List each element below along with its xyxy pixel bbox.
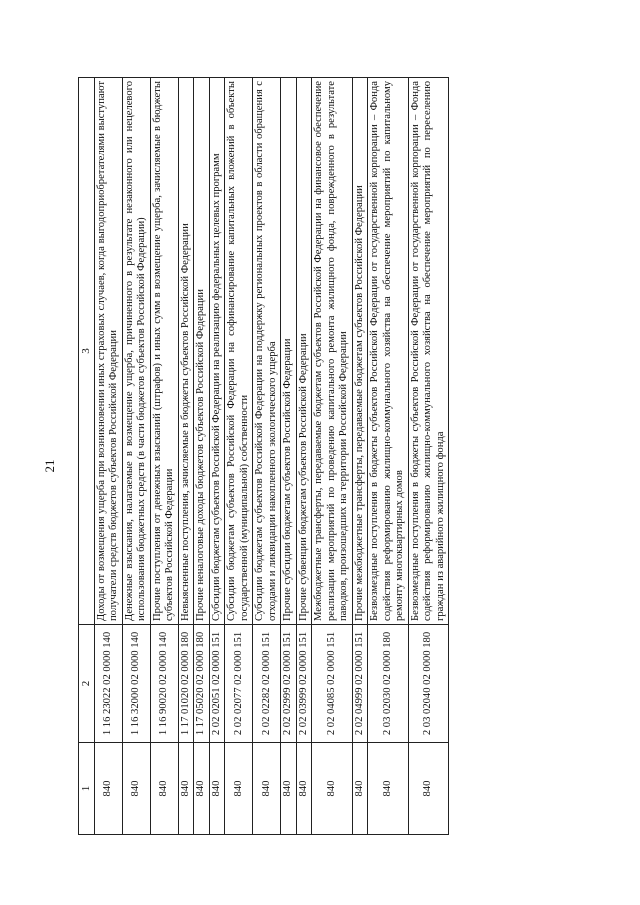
admin-code-cell: 840 bbox=[253, 743, 281, 835]
table-row bbox=[281, 78, 297, 835]
table-row bbox=[312, 78, 353, 835]
admin-code-cell: 840 bbox=[194, 743, 210, 835]
table-header-row bbox=[79, 78, 95, 835]
table-row bbox=[150, 78, 178, 835]
revenue-code-cell: 2 02 04085 02 0000 151 bbox=[312, 625, 353, 743]
description-cell: Невыясненные поступления, зачисляемые в бюджеты субъектов Российской Федерации bbox=[178, 78, 194, 625]
revenue-code-cell: 1 16 90020 02 0000 140 bbox=[150, 625, 178, 743]
admin-code-cell: 840 bbox=[312, 743, 353, 835]
description-cell: Прочие поступления от денежных взысканий (штрафов) и иных сумм в возмещение ущерба, зачисляемые в бюджеты субъектов Российской Федерации bbox=[150, 78, 178, 625]
description-cell: Безвозмездные поступления в бюджеты субъектов Российской Федерации от государственной корпорации – Фонда содействия реформированию жилищно-коммунального хозяйства на обеспечение мероприятий по переселению граждан из аварийного жилищного фонда bbox=[408, 78, 449, 625]
description-cell: Безвозмездные поступления в бюджеты субъектов Российской Федерации от государственной корпорации – Фонда содействия реформированию жилищно-коммунального хозяйства на обеспечение мероприятий по капитальному ремонту многоквартирных домов bbox=[368, 78, 409, 625]
rotated-page-area bbox=[78, 78, 528, 835]
table-row bbox=[209, 78, 225, 835]
admin-code-cell: 840 bbox=[368, 743, 409, 835]
admin-code-cell: 840 bbox=[352, 743, 368, 835]
revenue-code-cell: 1 17 01020 02 0000 180 bbox=[178, 625, 194, 743]
description-cell: Субсидии бюджетам субъектов Российской Федерации на поддержку региональных проектов в области обращения с отходами и ликвидации накопленного экологического ущерба bbox=[253, 78, 281, 625]
table-row bbox=[253, 78, 281, 835]
revenue-code-cell: 1 16 32000 02 0000 140 bbox=[122, 625, 150, 743]
description-cell: Доходы от возмещения ущерба при возникновении иных страховых случаев, когда выгодоприобретателями выступают получатели средств бюджетов субъектов Российской Федерации bbox=[94, 78, 122, 625]
revenue-code-cell: 1 16 23022 02 0000 140 bbox=[94, 625, 122, 743]
revenue-codes-table bbox=[78, 77, 449, 835]
header-col-3: 3 bbox=[79, 78, 95, 625]
description-cell: Субсидии бюджетам субъектов Российской Федерации на софинансирование капитальных вложений в объекты государственной (муниципальной) собственности bbox=[225, 78, 253, 625]
admin-code-cell: 840 bbox=[178, 743, 194, 835]
revenue-code-cell: 1 17 05020 02 0000 180 bbox=[194, 625, 210, 743]
revenue-code-cell: 2 02 02999 02 0000 151 bbox=[281, 625, 297, 743]
admin-code-cell: 840 bbox=[281, 743, 297, 835]
table-row bbox=[178, 78, 194, 835]
description-cell: Прочие межбюджетные трансферты, передаваемые бюджетам субъектов Российской Федерации bbox=[352, 78, 368, 625]
admin-code-cell: 840 bbox=[296, 743, 312, 835]
header-col-1: 1 bbox=[79, 743, 95, 835]
table-row bbox=[122, 78, 150, 835]
rotated-table-container bbox=[78, 78, 528, 835]
description-cell: Прочие субсидии бюджетам субъектов Российской Федерации bbox=[281, 78, 297, 625]
description-cell: Денежные взыскания, налагаемые в возмещение ущерба, причиненного в результате незаконного или нецелевого использования бюджетных средств (в части бюджетов субъектов Российской Федерации) bbox=[122, 78, 150, 625]
table-row bbox=[352, 78, 368, 835]
admin-code-cell: 840 bbox=[408, 743, 449, 835]
description-cell: Прочие неналоговые доходы бюджетов субъектов Российской Федерации bbox=[194, 78, 210, 625]
admin-code-cell: 840 bbox=[209, 743, 225, 835]
admin-code-cell: 840 bbox=[150, 743, 178, 835]
admin-code-cell: 840 bbox=[122, 743, 150, 835]
table-row bbox=[225, 78, 253, 835]
table-row bbox=[94, 78, 122, 835]
table-row bbox=[368, 78, 409, 835]
header-col-2: 2 bbox=[79, 625, 95, 743]
table-row bbox=[296, 78, 312, 835]
admin-code-cell: 840 bbox=[94, 743, 122, 835]
revenue-code-cell: 2 02 02051 02 0000 151 bbox=[209, 625, 225, 743]
description-cell: Межбюджетные трансферты, передаваемые бюджетам субъектов Российской Федерации на финансовое обеспечение реализации мероприятий по проведению капитального ремонта жилищного фонда, поврежденного в результате паводков, произошедших на территории Российской Федерации bbox=[312, 78, 353, 625]
revenue-code-cell: 2 02 02077 02 0000 151 bbox=[225, 625, 253, 743]
revenue-code-cell: 2 03 02030 02 0000 180 bbox=[368, 625, 409, 743]
description-cell: Субсидии бюджетам субъектов Российской Федерации на реализацию федеральных целевых программ bbox=[209, 78, 225, 625]
page-number: 21 bbox=[42, 459, 57, 473]
table-row bbox=[408, 78, 449, 835]
revenue-code-cell: 2 02 02282 02 0000 151 bbox=[253, 625, 281, 743]
revenue-code-cell: 2 02 04999 02 0000 151 bbox=[352, 625, 368, 743]
revenue-code-cell: 2 03 02040 02 0000 180 bbox=[408, 625, 449, 743]
revenue-code-cell: 2 02 03999 02 0000 151 bbox=[296, 625, 312, 743]
table-row bbox=[194, 78, 210, 835]
description-cell: Прочие субвенции бюджетам субъектов Российской Федерации bbox=[296, 78, 312, 625]
admin-code-cell: 840 bbox=[225, 743, 253, 835]
